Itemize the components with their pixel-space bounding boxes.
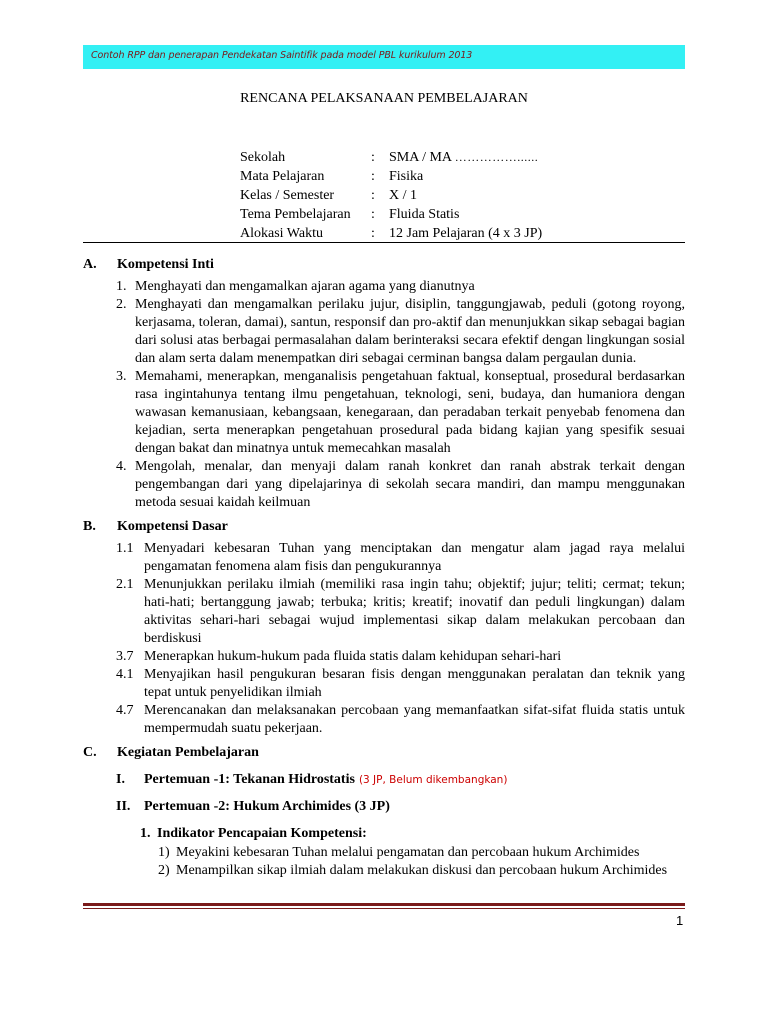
indicator-heading — [140, 825, 685, 843]
item-number: 2.1 — [116, 577, 134, 592]
info-colon: : — [371, 226, 375, 241]
list-item — [116, 576, 685, 648]
info-colon: : — [371, 169, 375, 184]
item-text: Menyajikan hasil pengukuran besaran fisis dengan menggunakan peralatan dan teknik yang tepat untuk penyelidikan ilmiah — [144, 667, 685, 700]
info-label: Kelas / Semester — [240, 188, 335, 203]
indicator-title: Indikator Pencapaian Kompetensi: — [157, 826, 367, 841]
header-band — [83, 45, 685, 69]
footer-rule-thick — [83, 903, 685, 906]
info-label: Alokasi Waktu — [240, 226, 323, 241]
info-row-school — [240, 148, 542, 167]
info-label: Tema Pembelajaran — [240, 207, 351, 222]
indicator-number: 1. — [140, 826, 151, 841]
info-row-subject — [240, 167, 542, 186]
item-text: Menerapkan hukum-hukum pada fluida statis dalam kehidupan sehari-hari — [144, 649, 562, 664]
info-value: X / 1 — [389, 188, 417, 203]
info-row-class — [240, 186, 542, 205]
item-text: Menampilkan sikap ilmiah dalam melakukan diskusi dan percobaan hukum Archimides — [176, 863, 668, 878]
info-label: Sekolah — [240, 150, 286, 165]
item-text: Merencanakan dan melaksanakan percobaan yang memanfaatkan sifat-sifat fluida statis untuk mempermudah suatu pekerjaan. — [144, 703, 685, 736]
item-number: 3.7 — [116, 649, 134, 664]
info-row-time — [240, 224, 542, 243]
info-table — [240, 148, 542, 243]
item-text: Menyadari kebesaran Tuhan yang menciptakan dan mengatur alam jagad raya melalui pengamatan fenomena alam fisis dan pengukurannya — [144, 541, 685, 574]
document-title: RENCANA PELAKSANAAN PEMBELAJARAN — [240, 91, 528, 106]
info-value: 12 Jam Pelajaran (4 x 3 JP) — [389, 226, 543, 241]
page-number: 1 — [676, 913, 684, 928]
fill-dots: ……………...... — [454, 150, 539, 164]
item-text: Menunjukkan perilaku ilmiah (memiliki rasa ingin tahu; objektif; jujur; teliti; cermat; tekun; hati-hati; bertanggung jawab; terbuka; kritis; kreatif; inovatif dan peduli lingkungan) dalam aktivitas sehari-hari sebagai wujud implementasi sikap dalam melakukan percobaan dan berdiskusi — [144, 577, 685, 646]
section-title: Kompetensi Inti — [117, 257, 214, 272]
section-letter: B. — [83, 519, 96, 534]
item-number: 2) — [158, 863, 170, 878]
item-text: Menghayati dan mengamalkan ajaran agama yang dianutnya — [135, 279, 475, 294]
meeting-title: Pertemuan -1: Tekanan Hidrostatis — [144, 772, 355, 787]
list-item — [158, 844, 685, 862]
list-item — [116, 702, 685, 738]
meeting-2-heading — [116, 798, 685, 816]
list-item — [116, 278, 685, 296]
info-row-theme — [240, 205, 542, 224]
item-text: Menghayati dan mengamalkan perilaku jujur, disiplin, tanggungjawab, peduli (gotong royong, kerjasama, toleran, damai), santun, responsif dan pro-aktif dan menunjukkan sikap sebagai bagian dari solusi atas berbagai permasalahan dalam berinteraksi secara efektif dengan lingkungan sosial dan alam serta dalam menempatkan diri sebagai cerminan bangsa dalam pergaulan dunia. — [135, 297, 685, 366]
item-text: Mengolah, menalar, dan menyaji dalam ranah konkret dan ranah abstrak terkait dengan pengembangan dari yang dipelajarinya di sekolah secara mandiri, dan mampu menggunakan metoda sesuai kaidah keilmuan — [135, 459, 685, 510]
item-text: Memahami, menerapkan, menganalisis pengetahuan faktual, konseptual, prosedural berdasarkan rasa ingintahunya tentang ilmu pengetahuan, teknologi, seni, budaya, dan humaniora dengan wawasan kemanusiaan, kebangsaan, kenegaraan, dan peradaban terkait penyebab fenomena dan kejadian, serta menerapkan pengetahuan prosedural pada bidang kajian yang spesifik sesuai dengan bakat dan minatnya untuk memecahkan masalah — [135, 369, 685, 456]
item-number: 4.7 — [116, 703, 134, 718]
indicator-list — [158, 844, 685, 880]
footer-rule-thin — [83, 908, 685, 909]
competency-list — [116, 278, 685, 512]
info-label: Mata Pelajaran — [240, 169, 325, 184]
meeting-title: Pertemuan -2: Hukum Archimides (3 JP) — [144, 799, 390, 814]
section-heading-b — [83, 518, 685, 536]
list-item — [116, 368, 685, 458]
info-colon: : — [371, 207, 375, 222]
info-value: SMA / MA ……………...... — [389, 150, 539, 165]
divider — [83, 242, 685, 243]
item-number: 4. — [116, 459, 127, 474]
item-number: 4.1 — [116, 667, 134, 682]
list-item — [116, 540, 685, 576]
meeting-number: II. — [116, 799, 131, 814]
item-text: Meyakini kebesaran Tuhan melalui pengamatan dan percobaan hukum Archimides — [176, 845, 640, 860]
section-heading-a — [83, 256, 685, 274]
list-item — [116, 458, 685, 512]
item-number: 1) — [158, 845, 170, 860]
info-value: Fluida Statis — [389, 207, 460, 222]
section-title: Kegiatan Pembelajaran — [117, 745, 259, 760]
info-colon: : — [371, 150, 375, 165]
document-body — [83, 256, 685, 880]
meeting-number: I. — [116, 772, 125, 787]
section-letter: A. — [83, 257, 97, 272]
list-item — [116, 648, 685, 666]
list-item — [116, 666, 685, 702]
item-number: 1. — [116, 279, 127, 294]
meeting-1-heading — [116, 771, 685, 789]
basic-competency-list — [116, 540, 685, 738]
section-letter: C. — [83, 745, 97, 760]
section-heading-c — [83, 744, 685, 762]
list-item — [116, 296, 685, 368]
item-number: 3. — [116, 369, 127, 384]
section-title: Kompetensi Dasar — [117, 519, 228, 534]
item-number: 1.1 — [116, 541, 134, 556]
info-value: Fisika — [389, 169, 424, 184]
list-item — [158, 862, 685, 880]
header-text: Contoh RPP dan penerapan Pendekatan Saintifik pada model PBL kurikulum 2013 — [91, 50, 473, 61]
info-colon: : — [371, 188, 375, 203]
meeting-note: (3 JP, Belum dikembangkan) — [358, 774, 508, 786]
item-number: 2. — [116, 297, 127, 312]
